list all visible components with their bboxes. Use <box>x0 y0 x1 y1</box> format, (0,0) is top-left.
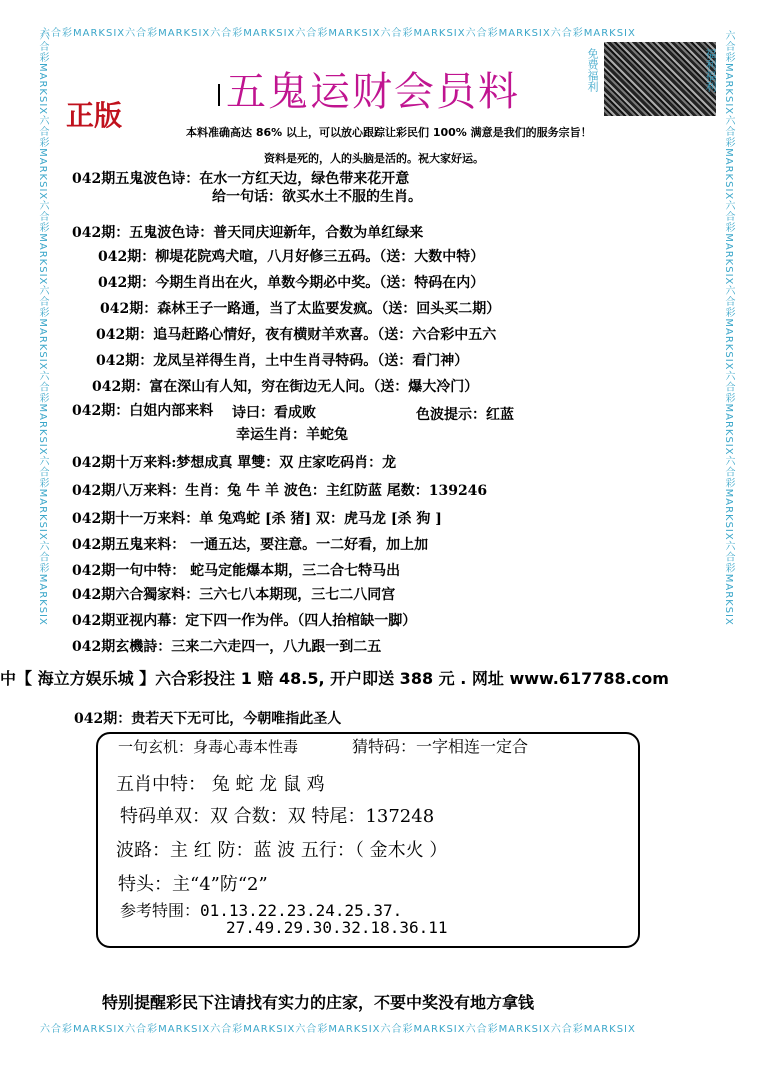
box-five-zodiac: 五肖中特： 兔 蛇 龙 鼠 鸡 <box>116 774 325 795</box>
tip-wugui: 042期五鬼来料： 一通五达，要注意。一二好看，加上加 <box>72 537 429 553</box>
poem-line-1b: 给一句话：欲买水土不服的生肖。 <box>212 189 422 205</box>
subtitle-accuracy: 本料准确高达 86% 以上，可以放心跟踪让彩民们 100% 满意是我们的服务宗旨！ <box>186 126 592 139</box>
tip-110k: 042期十一万来料：单 兔鸡蛇 [杀 猪] 双：虎马龙 [杀 狗 ] <box>72 511 442 527</box>
footer-reminder: 特别提醒彩民下注请找有实力的庄家，不要中奖没有地方拿钱 <box>102 993 535 1012</box>
page-title: 五鬼运财会员料 <box>226 69 520 115</box>
poem-line-1: 042期五鬼波色诗：在水一方红天边，绿色带来花开意 <box>72 171 410 187</box>
title-divider <box>218 84 220 106</box>
box-wave-route: 波路：主 红 防：蓝 波 五行：（ 金木火 ） <box>116 840 448 861</box>
subtitle-luck: 资料是死的，人的头脑是活的。祝大家好运。 <box>264 152 484 165</box>
box-xuanji: 一句玄机：身毒心毒本性毒 <box>118 738 299 756</box>
qr-code-icon <box>604 42 716 116</box>
watermark-border-right: 六合彩MARKSIX六合彩MARKSIX六合彩MARKSIX六合彩MARKSIX六合彩MARKSIX六合彩MARKSIX六合彩MARKSIX <box>723 30 734 626</box>
box-reference-1: 参考特围：01.13.22.23.24.25.37. <box>120 901 403 920</box>
poem-line-7: 042期：龙凤呈祥得生肖，土中生肖寻特码。（送：看门神） <box>96 353 469 369</box>
poem-line-8: 042期：富在深山有人知，穷在街边无人问。（送：爆大冷门） <box>92 379 479 395</box>
box-guess: 猜特码：一字相连一定合 <box>352 737 529 756</box>
poem-line-3: 042期：柳堤花院鸡犬喧，八月好修三五码。（送：大数中特） <box>98 249 485 265</box>
authentic-badge: 正版 <box>66 99 123 132</box>
poem-line-4: 042期：今期生肖出在火，单数今期必中奖。（送：特码在内） <box>98 275 485 291</box>
tip-80k: 042期八万来料：生肖：兔 牛 羊 波色：主红防蓝 尾数：139246 <box>72 483 488 499</box>
baijie-poem: 诗曰：看成败 <box>232 405 316 421</box>
watermark-border-left: 六合彩MARKSIX六合彩MARKSIX六合彩MARKSIX六合彩MARKSIX六合彩MARKSIX六合彩MARKSIX六合彩MARKSIX <box>37 30 48 626</box>
tip-atv: 042期亚视内幕：定下四一作为伴。（四人抬棺缺一脚） <box>72 613 417 629</box>
poem-line-6: 042期：追马赶路心情好，夜有横财羊欢喜。（送：六合彩中五六 <box>96 327 497 343</box>
qr-label-left: 免费福利 <box>586 48 599 92</box>
box-reference-2: 27.49.29.30.32.18.36.11 <box>226 918 448 937</box>
watermark-border-top: 六合彩MARKSIX六合彩MARKSIX六合彩MARKSIX六合彩MARKSIX六合彩MARKSIX六合彩MARKSIX六合彩MARKSIX <box>40 28 636 38</box>
tip-exclusive: 042期六合獨家料：三六七八本期现，三七二八同宫 <box>72 587 396 603</box>
color-hint: 色波提示：红蓝 <box>416 407 514 423</box>
qr-label-right: 福利福利 <box>704 48 717 92</box>
box-odd-even: 特码单双：双 合数：双 特尾：137248 <box>120 806 435 827</box>
lucky-zodiac: 幸运生肖：羊蛇兔 <box>236 427 348 443</box>
poem-line-2: 042期：五鬼波色诗：普天同庆迎新年，合数为单红绿来 <box>72 225 424 241</box>
tip-100k: 042期十万来料:梦想成真 單雙：双 庄家吃码肖：龙 <box>72 455 397 471</box>
prediction-box <box>96 732 640 948</box>
tip-one-line: 042期一句中特： 蛇马定能爆本期，三二合七特马出 <box>72 563 401 579</box>
box-head: 特头：主“4”防“2” <box>118 874 268 895</box>
baijie-label: 042期：白姐内部来料 <box>72 403 214 419</box>
tip-mystic-poem: 042期玄機詩：三来二六走四一，八九跟一到二五 <box>72 639 382 655</box>
poem-line-5: 042期：森林王子一路通，当了太监要发疯。（送：回头买二期） <box>100 301 501 317</box>
ad-banner: 中【 海立方娱乐城 】六合彩投注 1 赔 48.5, 开户即送 388 元 . 网址 www.617788.com <box>0 669 669 688</box>
watermark-border-bottom: 六合彩MARKSIX六合彩MARKSIX六合彩MARKSIX六合彩MARKSIX六合彩MARKSIX六合彩MARKSIX六合彩MARKSIX <box>40 1024 636 1034</box>
sage-line: 042期：贵若天下无可比，今朝唯指此圣人 <box>74 711 342 727</box>
